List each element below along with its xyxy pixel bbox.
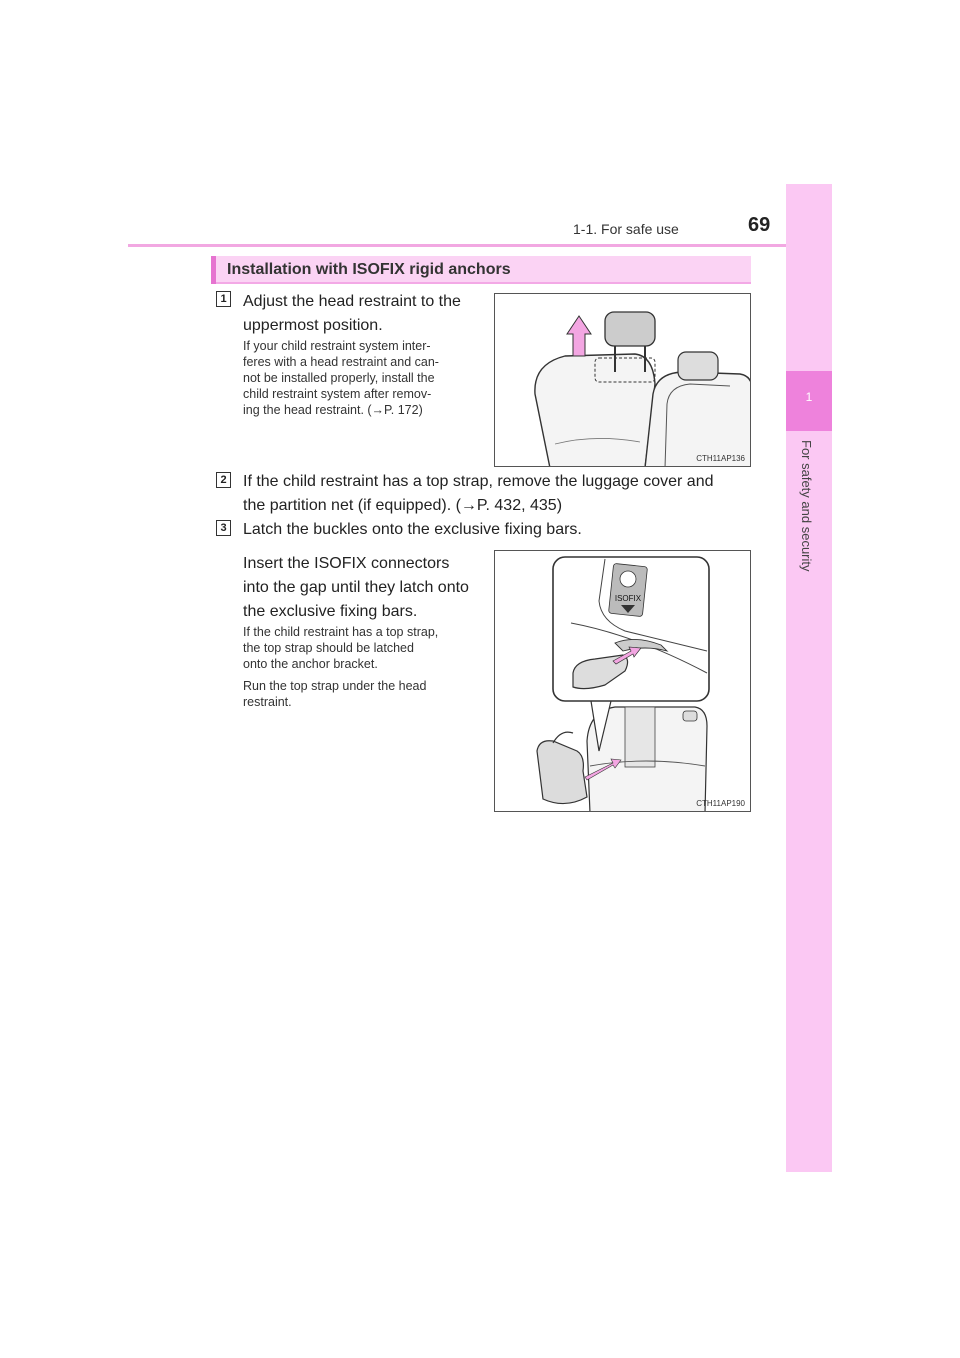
page-number: 69: [748, 214, 771, 236]
chapter-title-vertical: [800, 440, 820, 700]
step-1-note-line-2: feres with a head restraint and can-: [243, 355, 439, 369]
step-3-note-b-line-1: Run the top strap under the head: [243, 679, 427, 693]
chapter-number: 1: [805, 390, 813, 404]
step-3-sub-line-1: Insert the ISOFIX connectors: [243, 555, 450, 572]
figure-2-code: CTH11AP190: [696, 799, 745, 808]
step-1-text-line-1: Adjust the head restraint to the: [243, 293, 461, 310]
step-3-badge: 3: [216, 520, 231, 536]
step-3-sub-line-2: into the gap until they latch onto: [243, 579, 469, 596]
step-3-sub-line-3: the exclusive fixing bars.: [243, 603, 418, 620]
figure-isofix-connectors: [494, 550, 751, 812]
step-3-note-a-line-3: onto the anchor bracket.: [243, 657, 378, 671]
step-3-note-a-line-1: If the child restraint has a top strap,: [243, 625, 439, 639]
chapter-title: For safety and security: [799, 440, 814, 572]
step-1-note-line-3: not be installed properly, install the: [243, 371, 435, 385]
step-1-note-line-4: child restraint system after remov-: [243, 387, 432, 401]
heading-accent-bar: [211, 256, 216, 284]
figure-1-code: CTH11AP136: [696, 454, 745, 463]
step-3-note-a-line-2: the top strap should be latched: [243, 641, 414, 655]
section-heading-label: Installation with ISOFIX rigid anchors: [227, 261, 511, 278]
header-section-title: 1-1. For safe use: [573, 221, 679, 237]
isofix-illustration: [495, 551, 751, 812]
step-3-text-line-1: Latch the buckles onto the exclusive fixing bars.: [243, 521, 582, 538]
step-2-text-line-2: the partition net (if equipped). (→P. 432, 435): [243, 497, 563, 514]
isofix-tag-label: ISOFIX: [614, 594, 642, 603]
step-1-badge: 1: [216, 291, 231, 307]
header-rule: [128, 244, 832, 247]
step-1-note-line-1: If your child restraint system inter-: [243, 339, 431, 353]
section-heading: [211, 256, 751, 284]
step-2-badge: 2: [216, 472, 231, 488]
step-2-text-line-1: If the child restraint has a top strap, remove the luggage cover and: [243, 473, 714, 490]
step-1-note-line-5: ing the head restraint. (→P. 172): [243, 403, 423, 417]
figure-head-restraint: [494, 293, 751, 467]
step-1-text-line-2: uppermost position.: [243, 317, 383, 334]
step-3-note-b-line-2: restraint.: [243, 695, 292, 709]
head-restraint-illustration: [495, 294, 751, 467]
